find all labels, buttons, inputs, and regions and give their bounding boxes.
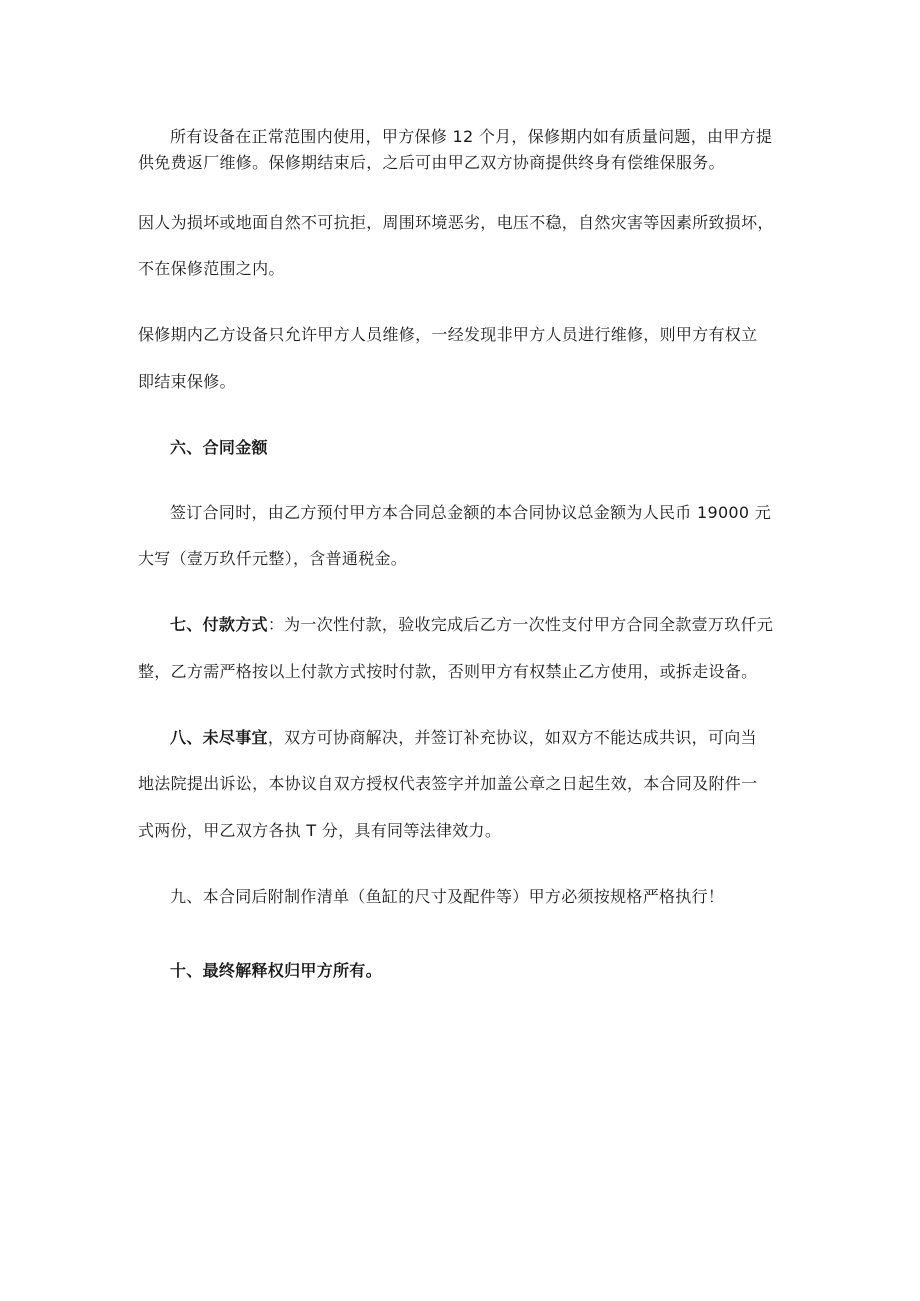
section-7-line-2: 整，乙方需严格按以上付款方式按时付款，否则甲方有权禁止乙方使用，或拆走设备。 — [138, 662, 758, 681]
warranty-paragraph-3-line-1: 保修期内乙方设备只允许甲方人员维修，一经发现非甲方人员进行维修，则甲方有权立 — [138, 325, 758, 344]
section-6-line-2: 大写（壹万玖仟元整），含普通税金。 — [138, 549, 408, 568]
section-7-line-1 — [170, 614, 786, 636]
section-8-heading: 八、未尽事宜 — [170, 728, 268, 747]
section-6-heading: 六、合同金额 — [170, 438, 268, 457]
warranty-paragraph-1-line-2: 供免费返厂维修。保修期结束后，之后可由甲乙双方协商提供终身有偿维保服务。 — [138, 153, 725, 172]
section-8-line-1-text: ，双方可协商解决，并签订补充协议，如双方不能达成共识，可向当 — [267, 728, 757, 747]
section-10-text: 十、最终解释权归甲方所有。 — [170, 961, 382, 980]
warranty-paragraph-2-line-2: 不在保修范围之内。 — [138, 259, 285, 278]
section-9-text: 九、本合同后附制作清单（鱼缸的尺寸及配件等）甲方必须按规格严格执行！ — [170, 887, 725, 906]
warranty-paragraph-3-line-2: 即结束保修。 — [138, 372, 236, 391]
section-7-line-1-text: ：为一次性付款，验收完成后乙方一次性支付甲方合同全款壹万玖仟元 — [267, 615, 774, 634]
warranty-paragraph-1-line-1: 所有设备在正常范围内使用，甲方保修 12 个月，保修期内如有质量问题，由甲方提 — [170, 127, 773, 146]
section-7-heading: 七、付款方式 — [170, 615, 268, 634]
section-8-line-2: 地法院提出诉讼，本协议自双方授权代表签字并加盖公章之日起生效，本合同及附件一 — [138, 774, 758, 793]
section-6-line-1: 签订合同时，由乙方预付甲方本合同总金额的本合同协议总金额为人民币 19000 元 — [170, 503, 772, 522]
section-8-line-3: 式两份，甲乙双方各执 T 分，具有同等法律效力。 — [138, 821, 502, 840]
warranty-paragraph-2-line-1: 因人为损坏或地面自然不可抗拒，周围环境恶劣，电压不稳，自然灾害等因素所致损坏， — [138, 213, 774, 232]
section-8-line-1 — [170, 727, 786, 749]
